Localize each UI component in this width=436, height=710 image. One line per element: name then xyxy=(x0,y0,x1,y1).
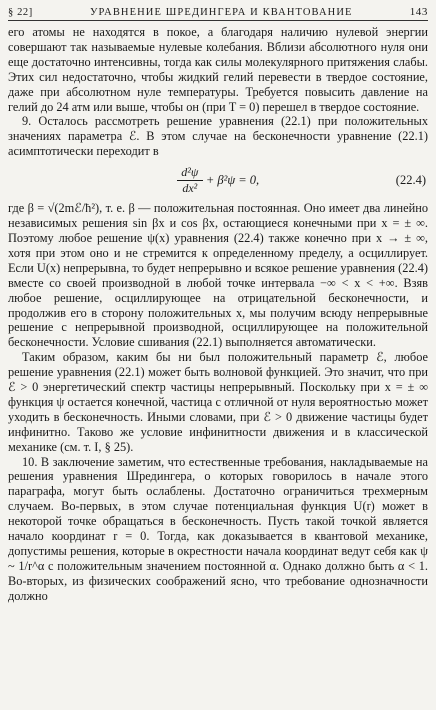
equation-22-4 xyxy=(8,163,428,197)
equation-denominator: dx² xyxy=(182,180,198,195)
equation-fraction xyxy=(177,166,203,195)
paragraph: где β = √(2mℰ/ħ²), т. е. β — положительная постоянная. Оно имеет два линейно независимых решения sin βx и cos βx, остающиеся конечными при x = ± ∞. Поэтому любое решение ψ(x) уравнения (22.4) также конечно при x → ± ∞, хотя при этом оно и не стремится к определенному пределу, а осциллирует. Если U(x) непрерывна, то будет непрерывно и всякое решение уравнения (22.4) вместе со своей производной в любой точке интервала −∞ < x < +∞. Взяв любое решение, осциллирующее на отрицательной бесконечности, и продолжив его в сторону положительных x, мы получим всюду непрерывные решение с непрерывной производной, осциллирующее на положительной бесконечности. Условие сшивания (22.1) выполняется автоматически. xyxy=(8,201,428,350)
paragraph-10: 10. В заключение заметим, что естественные требования, накладываемые на решения уравнения Шредингера, о которых говорилось в начале этого параграфа, могут быть ослаблены. Достаточно ограничиться трехмерным случаем. Во-первых, в этом случае потенциальная функция U(r) может в некоторой точке обращаться в бесконечность. Пусть такой точкой является начало координат r = 0. Тогда, как доказывается в квантовой механике, допустимы решения, которые в окрестности начала координат ведут себя как ψ ~ 1/r^α с положительным значением постоянной α. Однако должно быть α < 1. Во-вторых, из физических соображений ясно, что требование однозначности должно xyxy=(8,454,428,603)
page-body xyxy=(8,25,428,604)
paragraph: его атомы не находятся в покое, а благодаря наличию нулевой энергии совершают так называемые нулевые колебания. Вблизи абсолютного нуля они еще достаточно интенсивны, тогда как силы молекулярного притяжения слабы. Этих сил недостаточно, чтобы жидкий гелий перевести в твердое состояние, даже при абсолютном нуле температуры. Требуется повысить давление на гелий до 24 атм или выше, чтобы он (при T = 0) перешел в твердое состояние. xyxy=(8,25,428,114)
paragraph-9: 9. Осталось рассмотреть решение уравнения (22.1) при положительных значениях параметра ℰ. В этом случае на бесконечности уравнение (22.1) асимптотически переходит в xyxy=(8,114,428,159)
page-number: 143 xyxy=(409,6,428,18)
running-header xyxy=(8,6,428,21)
chapter-title: УРАВНЕНИЕ ШРЕДИНГЕРА И КВАНТОВАНИЕ xyxy=(90,7,353,18)
section-number: § 22] xyxy=(8,7,33,18)
equation-numerator: d²ψ xyxy=(181,164,199,179)
equation-number: (22.4) xyxy=(395,173,426,188)
paragraph: Таким образом, каким бы ни был положительный параметр ℰ, любое решение уравнения (22.1) может быть волновой функцией. Это значит, что при ℰ > 0 энергетический спектр частицы непрерывный. Поскольку при x = ± ∞ функция ψ остается конечной, частица с отличной от нуля вероятностью может уходить в бесконечность. Иными словами, при ℰ > 0 движение частицы будет инфинитно. Таково же условие инфинитности движения и в классической механике (см. т. I, § 25). xyxy=(8,350,428,454)
equation-rest: + β²ψ = 0, xyxy=(205,172,260,187)
